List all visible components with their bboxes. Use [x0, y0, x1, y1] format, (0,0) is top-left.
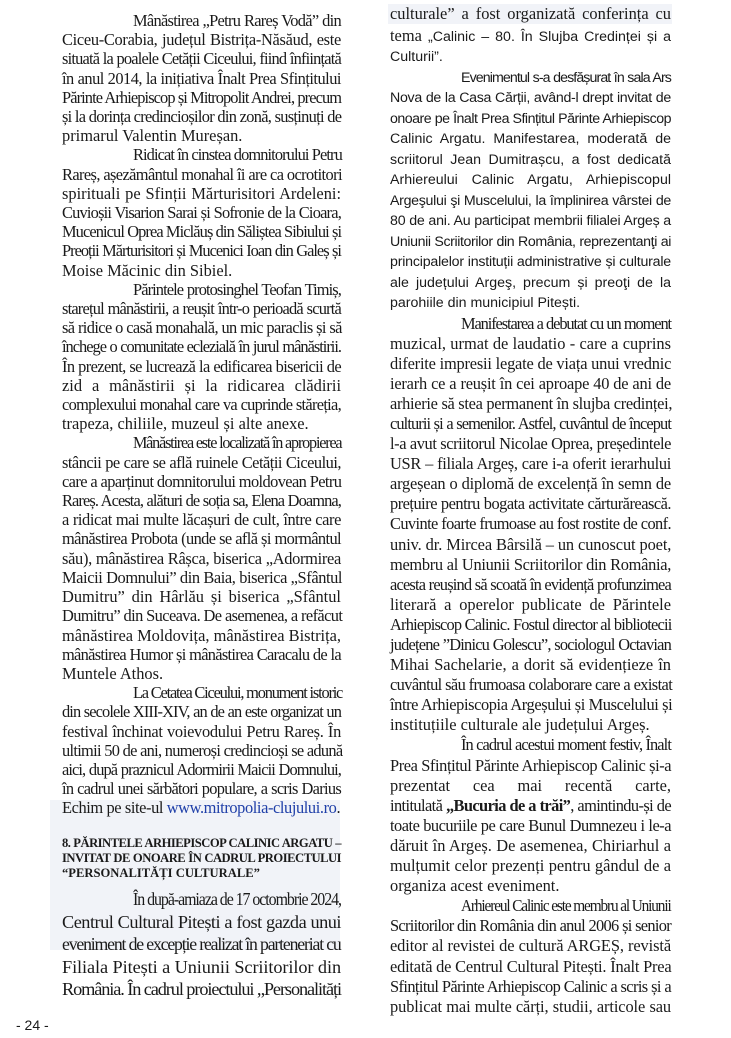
- text-line: Dumitru” din Hârlău și biserica „Sfântul: [62, 587, 341, 607]
- text-line: Mihai Sachelarie, a dorit să evidențieze în: [390, 655, 671, 675]
- text-line: Părintele protosinghel Teofan Timiș,: [133, 279, 341, 299]
- text-line: închege o comunitate eclezială în jurul mânăstirii.: [62, 337, 341, 357]
- text-line: complexului monahal care va cuprinde stăreția,: [62, 395, 341, 415]
- website-link[interactable]: www.mitropolia-clujului.ro: [166, 798, 337, 818]
- text-segment: intitulată: [390, 795, 446, 815]
- paragraph: [390, 68, 671, 314]
- text-line: Mucenicul Oprea Miclăuș din Săliștea Sibiului și: [62, 222, 342, 242]
- text-line: Uniunii Scriitorilor din România, reprezentanţi ai: [390, 233, 671, 250]
- text-line: mulțumit celor prezenți pentru gândul de a: [390, 856, 671, 876]
- paragraph: [62, 433, 341, 683]
- text-line: În prezent, se lucrează la edificarea bisericii de: [62, 356, 341, 376]
- text-line: editată de Centrul Cultural Pitești. Înalt Prea: [390, 956, 672, 976]
- text-line: a ridicat mai multe lăcașuri de cult, între care: [62, 510, 341, 530]
- text-line: Calinic Argatu. Manifestarea, moderată de: [390, 131, 671, 147]
- text-line: Arhiepiscop Calinic. Fostul director al bibliotecii: [390, 614, 672, 634]
- paragraph: [62, 280, 341, 434]
- text-line: zid a mânăstirii și la ridicarea clădirii: [62, 375, 341, 395]
- text-line: prețuire pentru bogata activitate cărturărească.: [390, 494, 671, 514]
- text-line: Cuvinte foarte frumoase au fost rostite de conf.: [390, 514, 671, 534]
- text-line: trapeza, chiliile, muzeul și alte anexe.: [62, 414, 309, 434]
- text-segment: Echim pe site-ul: [62, 798, 167, 818]
- text-line: mânăstirea Moldovița, mânăstirea Bistrița,: [62, 625, 342, 645]
- text-line: Părinte Arhiepiscop și Mitropolit Andrei, precum: [62, 87, 342, 107]
- text-line: Scriitorilor din România din anul 2006 și senior: [390, 916, 671, 936]
- text-line: Sfințitul Părinte Arhiepiscop Calinic a scris și a: [390, 976, 671, 996]
- text-line: aici, după praznicul Adormirii Maicii Domnului,: [62, 759, 341, 779]
- text-line: România. În cadrul proiectului „Personalități: [62, 979, 341, 1000]
- text-line: principalelor instituții administrative și culturale: [390, 254, 671, 270]
- text-line: Centrul Cultural Pitești a fost gazda unui: [62, 911, 341, 932]
- text-line: editor al revistei de cultură ARGEȘ, revistă: [390, 936, 671, 956]
- text-line: Argeşului şi Muscelului, la împlinirea vârstei de: [390, 192, 671, 209]
- text-segment: culturale” a fost organizată conferința cu: [390, 4, 671, 23]
- text-line: în anul 2014, la inițiativa Înalt Prea Sfințitului: [62, 68, 341, 88]
- text-line: [390, 796, 671, 816]
- text-line: Cuvioșii Visarion Sarai și Sofronie de la Cioara,: [62, 203, 341, 223]
- text-line: USR – filiala Argeș, care i-a oferit ierarhului: [390, 454, 671, 474]
- text-line: Moise Măcinic din Sibiel.: [62, 260, 233, 280]
- text-line: județene ”Dinicu Golescu”, sociologul Octavian: [390, 635, 671, 654]
- text-line: primarul Valentin Mureșan.: [62, 126, 243, 146]
- text-line: [390, 26, 671, 48]
- text-line: care a aparținut domnitorului moldovean Petru: [62, 471, 342, 491]
- text-line: în cadrul unei sărbători populare, a scris Darius: [62, 779, 341, 799]
- heading-line: 8. PĂRINTELE ARHIEPISCOP CALINIC ARGATU –: [62, 836, 341, 850]
- text-line: Arhiereului Calinic Argatu, Arhiepiscopul: [390, 172, 671, 188]
- text-line: instituțiile culturale ale județului Argeș.: [390, 715, 650, 735]
- text-line: situată la poalele Cetății Ciceului, fiind înființată: [62, 49, 341, 69]
- text-line: Manifestarea a debutat cu un moment: [461, 313, 671, 333]
- text-line: toate bucuriile pe care Bunul Dumnezeu i le-a: [390, 815, 671, 835]
- text-line: membru al Uniunii Scriitorilor din România,: [390, 554, 671, 574]
- paragraph: [62, 683, 341, 817]
- text-line: stâncii pe care se află ruinele Cetății Ciceului,: [62, 452, 341, 472]
- text-line: muzical, urmat de laudatio - care a cuprins: [390, 333, 671, 353]
- text-line: Preoții Mărturisitori și Mucenici Ioan din Galeș și: [62, 241, 341, 261]
- text-line: său), mânăstirea Râșca, biserica „Adormirea: [62, 548, 341, 568]
- text-line: Rareș, așezământul monahal îi are ca ocrotitori: [62, 164, 342, 184]
- text-line: spirituali pe Sfinții Mărturisitori Ardeleni:: [62, 183, 341, 203]
- text-line: Arhiereul Calinic este membru al Uniunii: [461, 896, 671, 916]
- paragraph: [62, 888, 341, 1001]
- text-line: Mânăstirea este localizată în apropierea: [133, 433, 342, 453]
- text-line: argeșean o diplomă de excelență în semn de: [390, 474, 671, 494]
- text-line: Ridicat în cinstea domnitorului Petru: [133, 145, 342, 165]
- text-line: acesta reușind să scoată în evidență profunzimea: [390, 574, 671, 594]
- text-line: În după-amiaza de 17 octombrie 2024,: [133, 889, 341, 909]
- text-segment: „Calinic – 80. În Slujba Credinței și a: [428, 28, 671, 45]
- text-line: Prea Sfințitul Părinte Arhiepiscop Calinic și-a: [390, 755, 672, 775]
- text-line: [62, 798, 341, 817]
- text-line: cuvântul său frumoasa colaborare care a existat: [390, 675, 673, 695]
- paragraph: [390, 4, 671, 68]
- text-line: Filiala Pitești a Uniunii Scriitorilor din: [62, 956, 341, 977]
- text-line: din secolele XIII-XIV, an de an este organizat un: [62, 702, 341, 722]
- text-segment: .: [336, 798, 341, 818]
- text-line: parohiile din municipiul Pitești.: [390, 295, 581, 311]
- text-line: La Cetatea Ciceului, monument istoric: [133, 683, 343, 703]
- text-line: Ciceu-Corabia, județul Bistrița-Năsăud, este: [62, 30, 341, 50]
- text-line: În cadrul acestui moment festiv, Înalt: [461, 735, 671, 755]
- page-number: - 24 -: [16, 1017, 49, 1033]
- heading-line: “PERSONALITĂȚI CULTURALE”: [62, 866, 260, 880]
- text-line: arhierie să stea permanent în slujba credinței,: [390, 393, 673, 413]
- text-line: Dumitru” din Suceava. De asemenea, a refăcut: [62, 606, 343, 626]
- text-line: Rareș. Acesta, alături de soția sa, Elena Doamna,: [62, 491, 341, 511]
- text-line: Muntele Athos.: [62, 663, 164, 683]
- text-line: culturii și a semenilor. Astfel, cuvântul de început: [390, 413, 671, 433]
- text-line: Mânăstirea „Petru Rareș Vodă” din: [133, 11, 341, 30]
- text-line: prezentat cea mai recentă carte,: [390, 775, 671, 795]
- paragraph: [390, 314, 671, 736]
- heading-line: INVITAT DE ONOARE ÎN CADRUL PROIECTULUI: [62, 851, 341, 865]
- text-line: mânăstirea Probota (unde se află și mormântul: [62, 529, 341, 549]
- text-line: ultimii 50 de ani, numeroși credincioși se adună: [62, 740, 343, 760]
- text-line: mânăstirea Humor și mânăstirea Caracalu de la: [62, 644, 341, 664]
- text-line: ierarh ce a reușit în cei aproape 40 de ani de: [390, 373, 671, 393]
- text-line: literară a operelor publicate de Părintele: [390, 594, 671, 614]
- paragraph: [62, 11, 341, 145]
- text-line: starețul mânăstirii, a reușit într-o perioadă scurtă: [62, 299, 341, 319]
- text-line: să ridice o casă monahală, un mic paraclis și să: [62, 318, 342, 338]
- text-line: onoare pe Înalt Prea Sfințitul Părinte Arhiepiscop: [390, 110, 671, 127]
- text-line: Maicii Domnului” din Baia, biserica „Sfântul: [62, 567, 343, 587]
- text-line: publicat mai multe cărți, studii, articole sau: [390, 996, 671, 1016]
- left-column: [62, 11, 341, 818]
- text-line: ale județului Argeş, precum și preoţi de la: [390, 274, 671, 291]
- text-line: univ. dr. Mircea Bârsilă – un cunoscut poet,: [390, 534, 672, 554]
- section-8-intro: [62, 888, 341, 1001]
- text-line: și la dorința credincioșilor din zonă, susținuți de: [62, 107, 342, 127]
- text-line: dăruit în Argeș. De asemenea, Chiriarhul a: [390, 835, 671, 855]
- book-title: „Bucuria de a trăi”: [445, 795, 571, 815]
- text-line: 80 de ani. Au participat membrii filialei Argeș a: [390, 213, 671, 229]
- right-column: [390, 4, 671, 1017]
- text-line: organiza acest eveniment.: [390, 876, 560, 896]
- paragraph: [390, 735, 671, 896]
- paragraph: [390, 896, 671, 1017]
- text-line: Nova de la Casa Cărții, având-l drept invitat de: [390, 90, 671, 106]
- text-line: Evenimentul s-a desfășurat în sala Ars: [461, 69, 671, 86]
- text-segment: , amintindu-și de: [570, 795, 671, 815]
- text-line: diferite impresii legate de viața unui vrednic: [390, 353, 672, 373]
- section-heading: [62, 836, 341, 881]
- text-line: festival închinat voievodului Petru Rareș. În: [62, 721, 341, 741]
- text-line: l-a avut scriitorul Nicolae Oprea, președintele: [390, 434, 671, 454]
- text-line: eveniment de excepție realizat în parteneriat cu: [62, 934, 341, 955]
- text-line: scriitorul Jean Dumitrașcu, a fost dedicată: [390, 151, 671, 168]
- text-segment: tema: [390, 25, 428, 45]
- paragraph: [62, 145, 341, 279]
- text-line: între Arhiepiscopia Argeșului și Muscelului și: [390, 695, 673, 715]
- text-line: Culturii”.: [390, 49, 443, 65]
- text-line: [390, 4, 671, 26]
